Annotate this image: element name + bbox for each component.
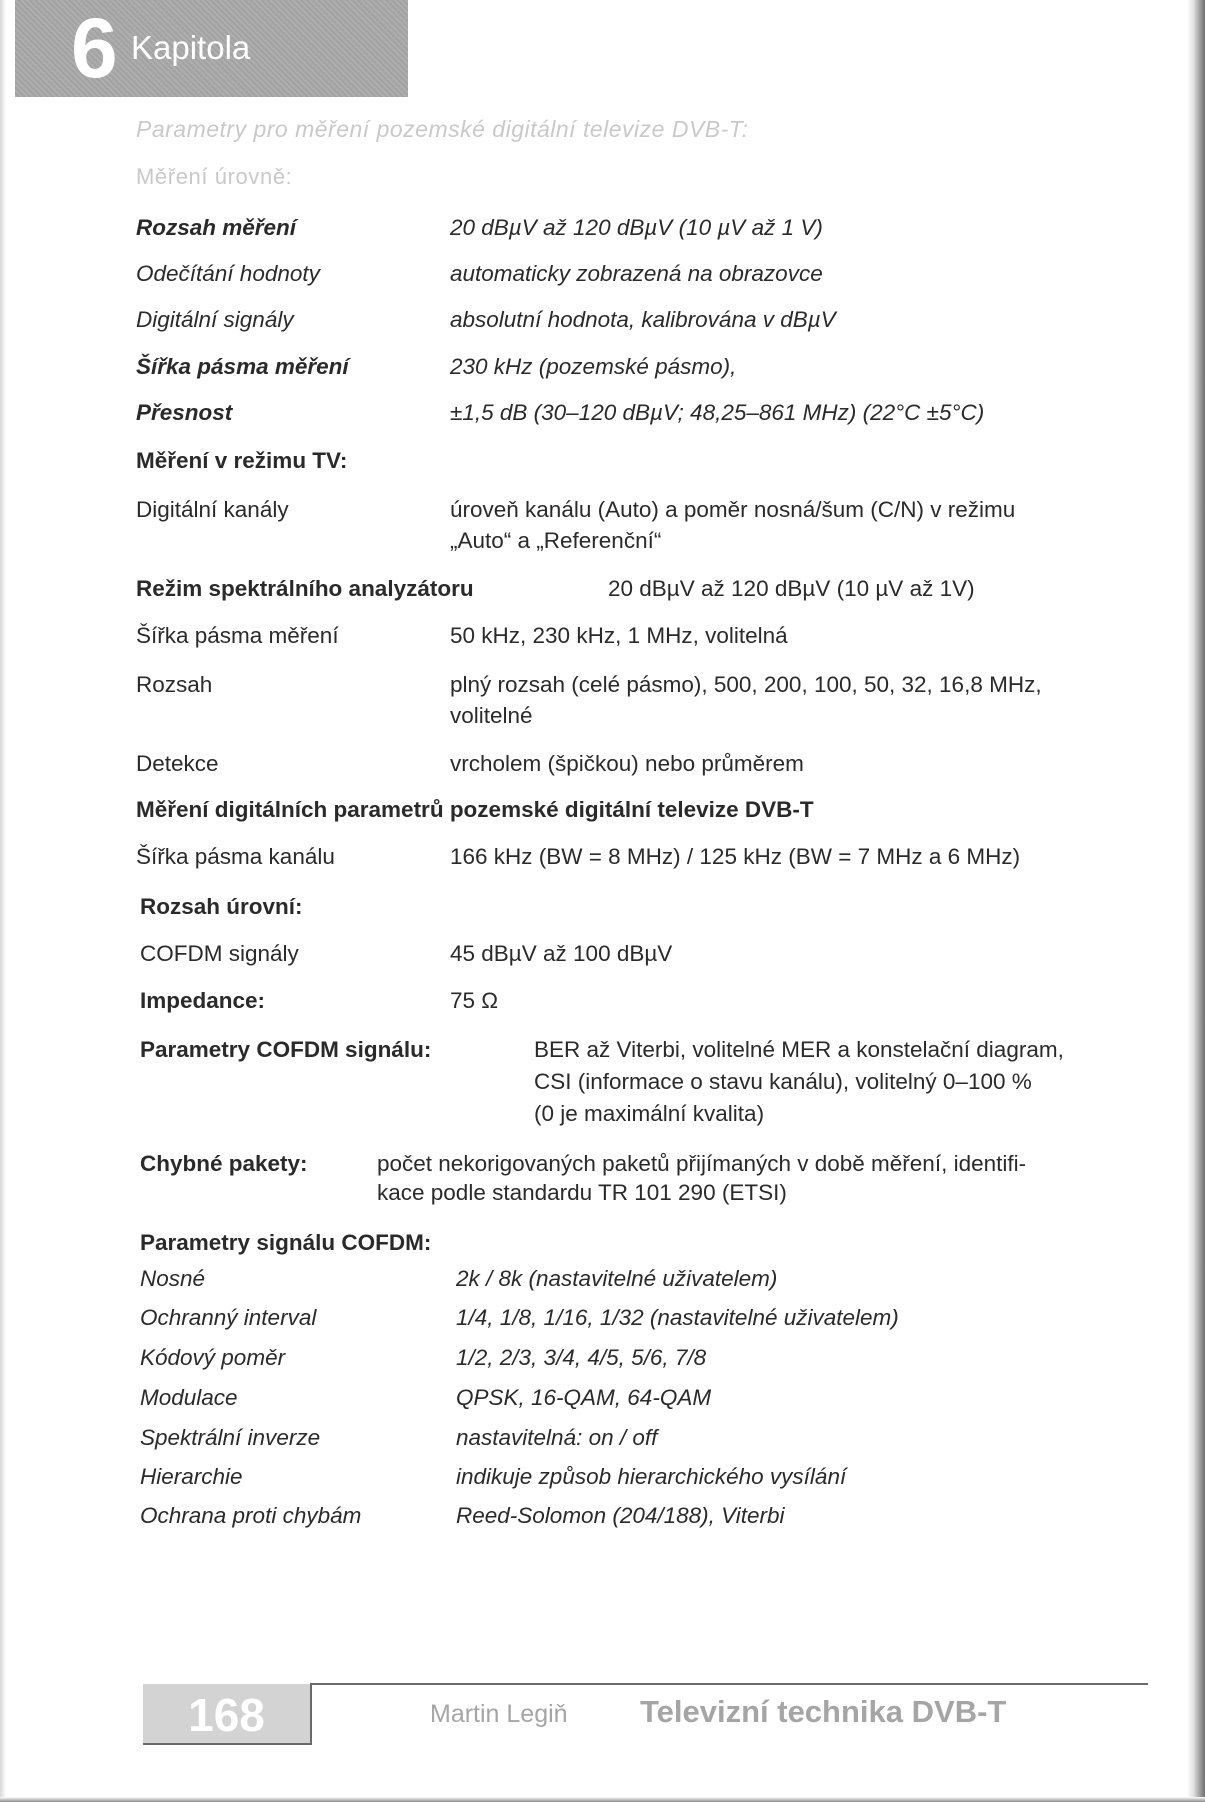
spec-label: Rozsah <box>136 672 213 697</box>
spec-label: Odečítání hodnoty <box>136 261 320 286</box>
chapter-label: Kapitola <box>131 29 251 66</box>
page-bottom-edge-shadow <box>0 1797 1205 1802</box>
spec-value: 50 kHz, 230 kHz, 1 MHz, volitelná <box>450 623 788 648</box>
spec-value: 75 Ω <box>450 988 499 1013</box>
spec-heading: Měření digitálních parametrů pozemské digitální televize DVB-T <box>136 797 814 822</box>
spec-label: Modulace <box>140 1385 238 1410</box>
page-number: 168 <box>188 1689 265 1741</box>
spec-label: Impedance: <box>140 988 266 1013</box>
page-binding-shadow <box>1187 0 1205 1802</box>
spec-value: (0 je maximální kvalita) <box>534 1101 765 1126</box>
spec-heading: Měření v režimu TV: <box>136 448 348 473</box>
spec-label: Nosné <box>140 1266 206 1291</box>
section-heading: Parametry pro měření pozemské digitální televize DVB-T: <box>136 116 749 142</box>
spec-value: „Auto“ a „Referenční“ <box>450 528 662 553</box>
spec-value: ±1,5 dB (30–120 dBµV; 48,25–861 MHz) (22°C ±5°C) <box>450 400 985 425</box>
spec-value: počet nekorigovaných paketů přijímaných v době měření, identifi- <box>377 1151 1027 1176</box>
spec-value: BER až Viterbi, volitelné MER a konstelační diagram, <box>534 1037 1064 1062</box>
spec-value: indikuje způsob hierarchického vysílání <box>456 1464 847 1489</box>
spec-heading: Parametry signálu COFDM: <box>140 1230 432 1255</box>
chapter-number: 6 <box>71 1 118 95</box>
spec-value: absolutní hodnota, kalibrována v dBµV <box>450 307 836 332</box>
spec-heading: Režim spektrálního analyzátoru <box>136 576 474 601</box>
spec-label: Parametry COFDM signálu: <box>140 1037 432 1062</box>
chapter-header-box <box>15 0 408 97</box>
spec-label: Hierarchie <box>140 1464 243 1489</box>
spec-value: 45 dBµV až 100 dBµV <box>450 941 673 966</box>
page-left-edge-shadow <box>0 0 6 1802</box>
spec-heading: Rozsah úrovní: <box>140 894 303 919</box>
spec-value: automaticky zobrazená na obrazovce <box>450 261 823 286</box>
spec-label: Chybné pakety: <box>140 1151 308 1176</box>
spec-label: Šířka pásma kanálu <box>136 844 335 869</box>
spec-label: Přesnost <box>136 400 233 425</box>
spec-label: Kódový poměr <box>140 1345 286 1370</box>
spec-value: Reed-Solomon (204/188), Viterbi <box>456 1503 785 1528</box>
spec-value: úroveň kanálu (Auto) a poměr nosná/šum (C/N) v režimu <box>450 497 1016 522</box>
spec-value: nastavitelná: on / off <box>456 1425 658 1450</box>
spec-label: Šířka pásma měření <box>136 354 349 379</box>
spec-value: 166 kHz (BW = 8 MHz) / 125 kHz (BW = 7 MHz a 6 MHz) <box>450 844 1021 869</box>
spec-label: Detekce <box>136 751 219 776</box>
footer-rule <box>310 1683 1148 1685</box>
spec-value: 230 kHz (pozemské pásmo), <box>450 354 737 379</box>
spec-value: kace podle standardu TR 101 290 (ETSI) <box>377 1180 787 1205</box>
spec-label: COFDM signály <box>140 941 299 966</box>
spec-value: 1/2, 2/3, 3/4, 4/5, 5/6, 7/8 <box>456 1345 707 1370</box>
spec-value: vrcholem (špičkou) nebo průměrem <box>450 751 804 776</box>
footer-author: Martin Legiň <box>430 1700 568 1728</box>
page-number-box <box>143 1684 312 1745</box>
spec-value: 20 dBµV až 120 dBµV (10 µV až 1V) <box>608 576 975 601</box>
spec-value: plný rozsah (celé pásmo), 500, 200, 100, 50, 32, 16,8 MHz, <box>450 672 1042 697</box>
spec-label: Ochrana proti chybám <box>140 1503 362 1528</box>
spec-label: Rozsah měření <box>136 215 297 240</box>
spec-label: Ochranný interval <box>140 1305 317 1330</box>
sub-heading-level-measurement: Měření úrovně: <box>136 164 293 189</box>
spec-label: Šířka pásma měření <box>136 623 339 648</box>
spec-value: 2k / 8k (nastavitelné uživatelem) <box>456 1266 778 1291</box>
spec-value: QPSK, 16-QAM, 64-QAM <box>456 1385 712 1410</box>
spec-label: Spektrální inverze <box>140 1425 321 1450</box>
spec-label: Digitální kanály <box>136 497 289 522</box>
spec-value: volitelné <box>450 703 533 728</box>
spec-value: CSI (informace o stavu kanálu), volitelný 0–100 % <box>534 1069 1032 1094</box>
spec-value: 1/4, 1/8, 1/16, 1/32 (nastavitelné uživatelem) <box>456 1305 899 1330</box>
footer-book-title: Televizní technika DVB-T <box>640 1694 1007 1729</box>
spec-value: 20 dBµV až 120 dBµV (10 µV až 1 V) <box>450 215 823 240</box>
spec-label: Digitální signály <box>136 307 294 332</box>
